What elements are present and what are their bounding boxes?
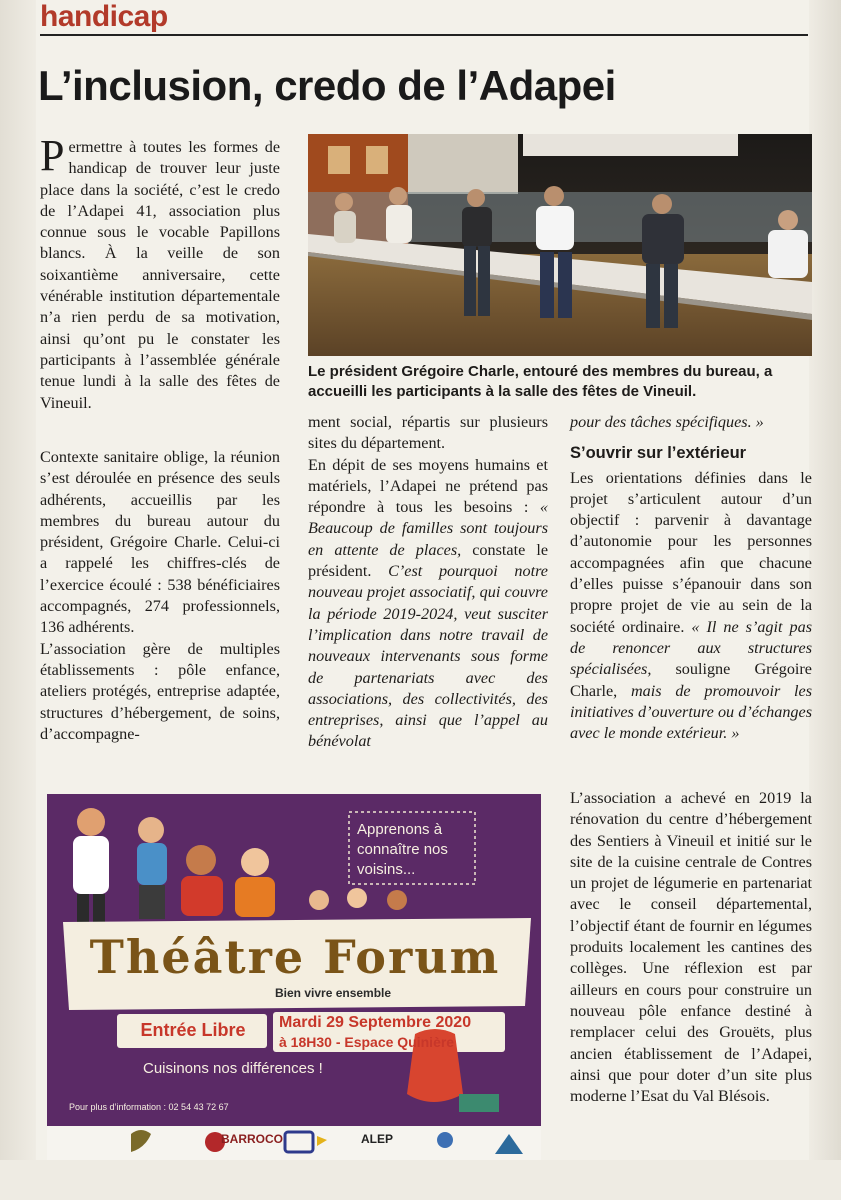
- ad-time-place: à 18H30 - Espace Quinière: [279, 1034, 455, 1050]
- ad-subtitle: Bien vivre ensemble: [275, 986, 392, 1000]
- article-column-1: [40, 131, 280, 414]
- meeting-photo-image: [308, 134, 812, 356]
- paragraph: L’association gère de multiples établissements : pôle enfance, ateliers protégés, entreprise adaptée, structures d’hébergement, de soins, d’accompagne-: [40, 639, 280, 743]
- sponsor-logos: [47, 1126, 541, 1160]
- article-column-2: [308, 412, 548, 753]
- section-rule: [40, 34, 808, 36]
- ad-info: Pour plus d’information : 02 54 43 72 67: [69, 1102, 229, 1112]
- ad-entry-badge: Entrée Libre: [140, 1020, 246, 1040]
- quote-run: « Il ne s’agit pas de renoncer aux structures spécialisées,: [570, 617, 812, 679]
- quote-run: pour des tâches spécifiques. »: [570, 413, 764, 431]
- quote-paragraph: [570, 468, 812, 745]
- drop-cap: P: [40, 131, 65, 180]
- alep-logo: ALEP: [361, 1132, 394, 1146]
- text-run: Les orientations définies dans le projet s’articulent autour d’un objectif : parvenir à davantage d’autonomie pour les personnes accompagnées afin que chacune d’elles puisse s’épanouir dans son propre projet de vie au sein de la société ordinaire.: [570, 468, 812, 636]
- photo-caption: Le président Grégoire Charle, entouré des membres du bureau, a accueilli les participants à la salle des fêtes de Vineuil.: [308, 363, 773, 400]
- page-bottom-margin: [0, 1160, 841, 1200]
- sponsor-logo-strip: [47, 1126, 541, 1160]
- article-column-1-cont: [40, 447, 280, 745]
- ad-tagline: Cuisinons nos différences !: [143, 1060, 323, 1077]
- quote-run: C’est pourquoi notre nouveau projet associatif, qui couvre la période 2019-2024, veut susciter l’implication dans notre travail de nouveaux intervenants sous forme de partenariats avec des associations, des collectivités, des entreprises, ainsi que l’appel au bénévolat: [308, 562, 548, 751]
- paragraph: L’association a achevé en 2019 la rénovation du centre d’hébergement des Sentiers à Vineuil et initié sur le site de la cuisine centrale de Contres un projet de légumerie en partenariat avec le conseil départemental, l’objectif étant de fournir en légumes produits localement les cantines des collèges. Une réflexion est par ailleurs en cours pour construire un nouveau pôle enfance destiné à remplacer celui des Grouëts, plus ancien établissement de l’Adapei, ainsi que pour doter d’un site plus moderne l’Esat du Val Blésois.: [570, 789, 812, 1106]
- theatre-forum-ad: [47, 794, 541, 1126]
- page-edge-right: [809, 0, 841, 1200]
- text-run: constate le président.: [308, 540, 549, 581]
- subheading: S’ouvrir sur l’extérieur: [570, 444, 747, 463]
- quote-run: « Beaucoup de familles sont toujours en attente de places,: [308, 498, 548, 559]
- text-run: souligne Grégoire Charle,: [570, 660, 812, 700]
- meeting-photo: [308, 134, 812, 356]
- quote-paragraph: [570, 412, 812, 433]
- section-label: handicap: [40, 0, 168, 33]
- ad-title: Théâtre Forum: [89, 930, 501, 984]
- ad-bubble-text: Apprenons à connaître nos voisins...: [357, 821, 448, 878]
- article-column-3-cont: [570, 788, 812, 1107]
- intro-text: ermettre à toutes les formes de handicap de trouver leur juste place dans la société, c’est le credo de l’Adapei 41, association plus connue sous le vocable Papillons blancs. À la veille de son soixantième anniversaire, cette vénérable institution départementale n’a rien perdu de sa motivation, ainsi qu’ont pu le constater les participants à l’assemblée générale tenue lundi à la salle des fêtes de Vineuil.: [40, 138, 280, 412]
- paragraph: Contexte sanitaire oblige, la réunion s’est déroulée en présence des seuls adhérents, accueillis par les membres du bureau autour du président, Grégoire Charle. Celui-ci a rappelé les chiffres-clés de l’exercice écoulé : 538 bénéficiaires accompagnés, 274 professionnels, 136 adhérents.: [40, 448, 280, 637]
- text-run: En dépit de ses moyens humains et matériels, l’Adapei ne prétend pas répondre à tous les besoins :: [308, 455, 548, 517]
- paragraph: ment social, répartis sur plusieurs sites du département.: [308, 413, 548, 453]
- ad-date: Mardi 29 Septembre 2020: [279, 1014, 472, 1031]
- quote-paragraph: [308, 455, 548, 753]
- barroco-logo: BARROCO: [221, 1132, 283, 1146]
- page-edge-left: [0, 0, 36, 1200]
- article-headline: L’inclusion, credo de l’Adapei: [38, 62, 616, 109]
- quote-run: mais de promouvoir les initiatives d’ouverture ou d’échanges avec le monde extérieur. »: [570, 681, 812, 743]
- intro-paragraph: [40, 131, 280, 414]
- article-column-3: [570, 412, 812, 744]
